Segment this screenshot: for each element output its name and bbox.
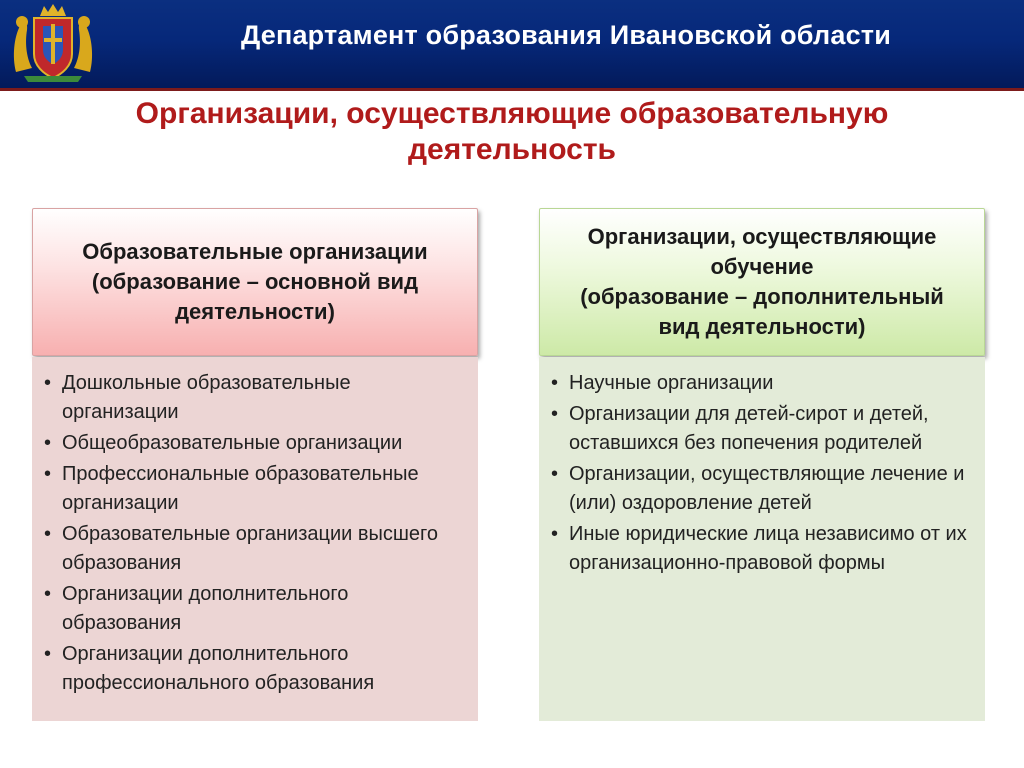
educational-organizations-list xyxy=(32,357,478,698)
page-title xyxy=(40,96,984,168)
heading-line: обучение xyxy=(710,254,814,279)
list-item: • Профессиональные образовательные организации xyxy=(44,460,466,518)
list-item: • Образовательные организации высшего образования xyxy=(44,520,466,578)
page-title-line2: деятельность xyxy=(408,133,616,166)
list-item: • Научные организации xyxy=(551,369,973,398)
heading-line: Образовательные организации xyxy=(82,239,428,264)
heading-line: вид деятельности) xyxy=(658,314,866,339)
educational-organizations-heading xyxy=(32,208,478,356)
bullet-icon: • xyxy=(551,523,559,545)
bullet-icon: • xyxy=(44,463,52,485)
training-organizations-list-box xyxy=(539,357,985,721)
training-organizations-list xyxy=(539,357,985,578)
bullet-icon: • xyxy=(44,583,52,605)
bullet-icon: • xyxy=(551,372,559,394)
training-organizations-column xyxy=(539,208,985,721)
list-item: • Организации дополнительного профессионального образования xyxy=(44,640,466,698)
coat-of-arms-icon xyxy=(10,2,96,86)
list-item: • Общеобразовательные организации xyxy=(44,429,466,458)
educational-organizations-list-box xyxy=(32,357,478,721)
bullet-icon: • xyxy=(44,372,52,394)
heading-line: (образование – основной вид xyxy=(91,269,419,294)
bullet-icon: • xyxy=(551,463,559,485)
list-item: • Организации, осуществляющие лечение и (или) оздоровление детей xyxy=(551,460,973,518)
list-item: • Иные юридические лица независимо от их организационно-правовой формы xyxy=(551,520,973,578)
heading-line: (образование – дополнительный xyxy=(580,284,944,309)
bullet-icon: • xyxy=(44,643,52,665)
list-item: • Дошкольные образовательные организации xyxy=(44,369,466,427)
training-organizations-heading xyxy=(539,208,985,356)
bullet-icon: • xyxy=(44,523,52,545)
header-title: Департамент образования Ивановской области xyxy=(240,20,892,50)
list-item: • Организации дополнительного образования xyxy=(44,580,466,638)
page-title-line1: Организации, осуществляющие образовательную xyxy=(135,97,889,130)
list-item: • Организации для детей-сирот и детей, оставшихся без попечения родителей xyxy=(551,400,973,458)
heading-line: Организации, осуществляющие xyxy=(587,224,937,249)
bullet-icon: • xyxy=(44,432,52,454)
heading-line: деятельности) xyxy=(175,299,335,324)
header-bar xyxy=(0,0,1024,91)
educational-organizations-column xyxy=(32,208,478,721)
bullet-icon: • xyxy=(551,403,559,425)
